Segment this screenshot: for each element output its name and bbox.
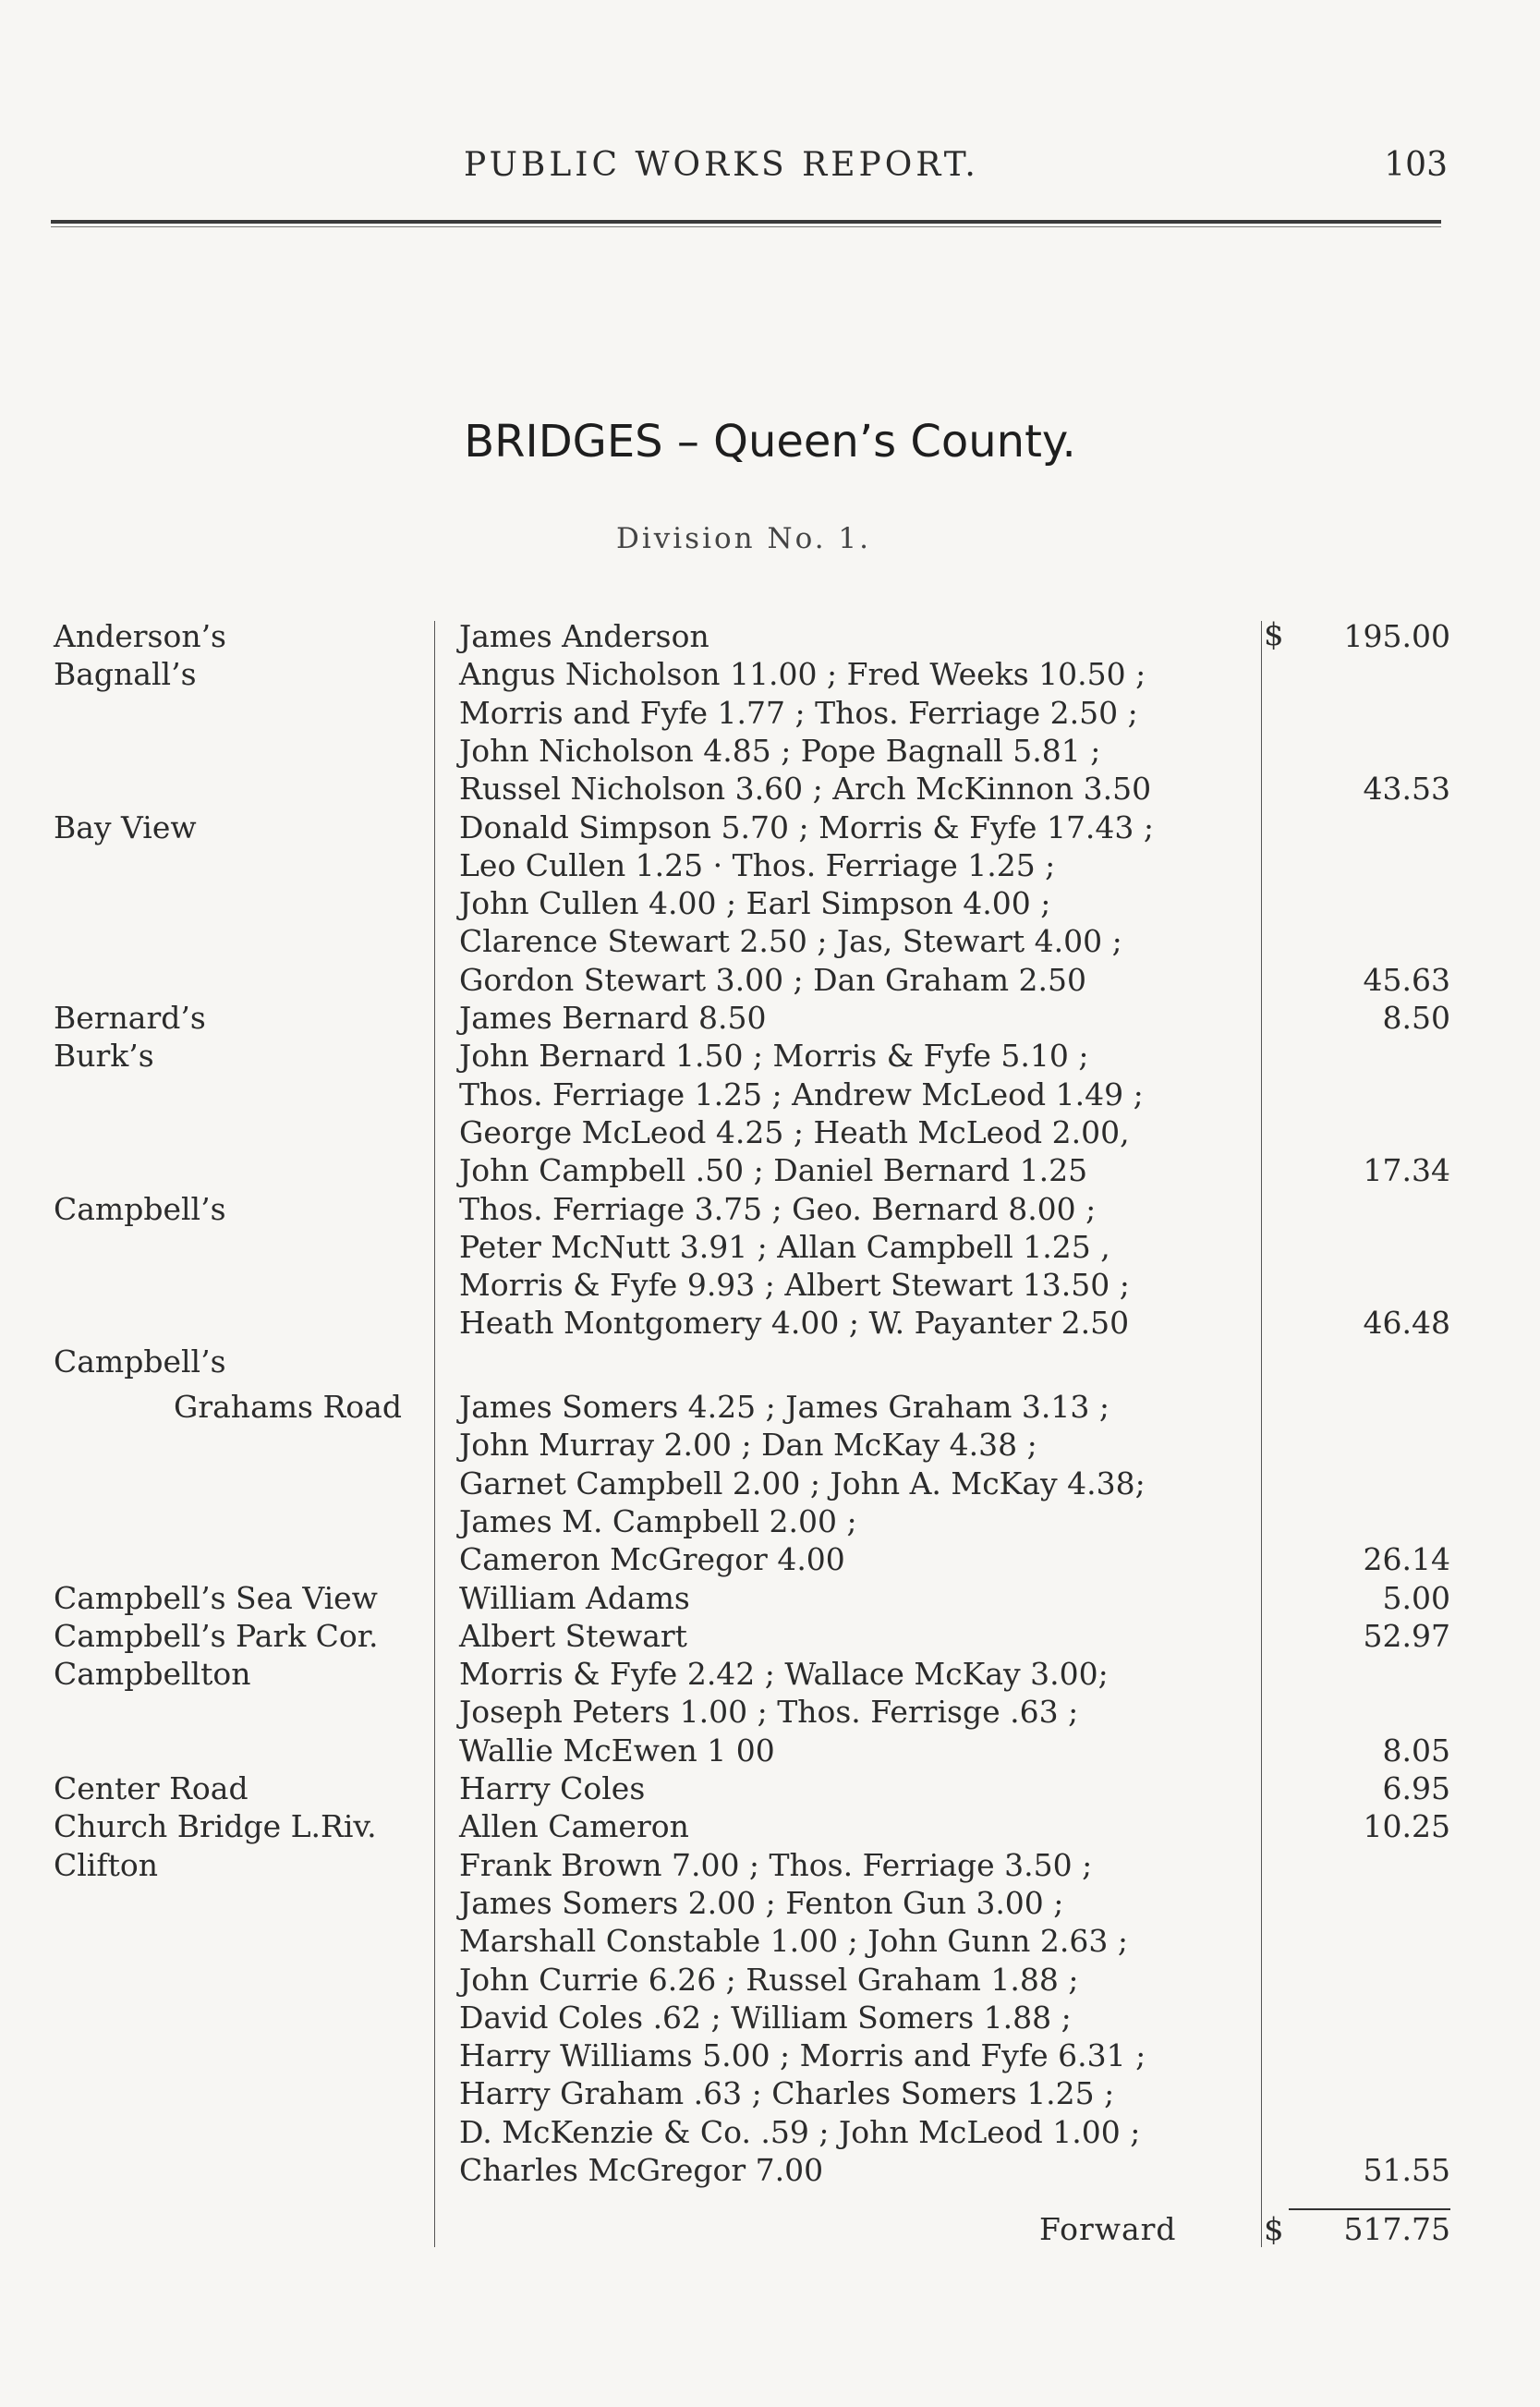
page-number: 103 bbox=[1384, 146, 1448, 184]
table-row bbox=[0, 2074, 1540, 2113]
amount: 195.00 bbox=[1343, 618, 1450, 654]
place-name: Bay View bbox=[54, 809, 197, 845]
place-name bbox=[54, 1228, 423, 1267]
forward-row bbox=[0, 2210, 1540, 2249]
payee-entries: James Somers 2.00 ; Fenton Gun 3.00 ; bbox=[459, 1885, 1064, 1921]
amount bbox=[1289, 1228, 1450, 1267]
place-name bbox=[54, 922, 423, 961]
table-row bbox=[0, 999, 1540, 1038]
payee-entries: Harry Williams 5.00 ; Morris and Fyfe 6.31 ; bbox=[459, 2037, 1146, 2073]
payee-entries: Donald Simpson 5.70 ; Morris & Fyfe 17.43 ; bbox=[459, 809, 1155, 845]
table-row bbox=[0, 1190, 1540, 1229]
place-name bbox=[54, 732, 423, 771]
table-row bbox=[0, 1388, 1540, 1427]
place-name bbox=[54, 1076, 423, 1114]
amount bbox=[1289, 655, 1450, 694]
table-row bbox=[0, 1266, 1540, 1305]
payee-entries bbox=[459, 1343, 1263, 1381]
amount bbox=[1289, 694, 1450, 733]
payee-entries: Harry Graham .63 ; Charles Somers 1.25 ; bbox=[459, 2075, 1115, 2111]
place-name: Campbell’s Park Cor. bbox=[54, 1618, 379, 1654]
running-head bbox=[0, 146, 1540, 192]
place-name: Campbell’s bbox=[54, 1343, 226, 1380]
amount bbox=[1289, 1037, 1450, 1076]
amount: 45.63 bbox=[1363, 962, 1450, 998]
table-row bbox=[0, 1502, 1540, 1541]
amount: 6.95 bbox=[1382, 1770, 1450, 1806]
payee-entries: Marshall Constable 1.00 ; John Gunn 2.63 ; bbox=[459, 1923, 1129, 1959]
place-name bbox=[54, 1502, 423, 1541]
payee-entries: Frank Brown 7.00 ; Thos. Ferriage 3.50 ; bbox=[459, 1847, 1093, 1883]
amount bbox=[1289, 1426, 1450, 1465]
place-name: Grahams Road bbox=[174, 1389, 402, 1425]
amount bbox=[1289, 1465, 1450, 1503]
amount bbox=[1289, 1502, 1450, 1541]
table-row bbox=[0, 922, 1540, 961]
table-row bbox=[0, 884, 1540, 923]
payee-entries: Thos. Ferriage 1.25 ; Andrew McLeod 1.49 ; bbox=[459, 1076, 1144, 1112]
amount bbox=[1289, 1190, 1450, 1229]
place-name: Center Road bbox=[54, 1770, 249, 1806]
table-row bbox=[0, 1922, 1540, 1961]
payee-entries: Gordon Stewart 3.00 ; Dan Graham 2.50 bbox=[459, 962, 1087, 998]
amount bbox=[1289, 1999, 1450, 2037]
table-row bbox=[0, 1693, 1540, 1732]
amount bbox=[1289, 808, 1450, 847]
amount bbox=[1289, 1655, 1450, 1694]
place-name bbox=[54, 2074, 423, 2113]
table-row bbox=[0, 1579, 1540, 1618]
table-row bbox=[0, 732, 1540, 771]
payee-entries: George McLeod 4.25 ; Heath McLeod 2.00, bbox=[459, 1114, 1130, 1150]
amount bbox=[1289, 1922, 1450, 1961]
currency-symbol-bottom: $ bbox=[1264, 2211, 1284, 2248]
payee-entries: Leo Cullen 1.25 · Thos. Ferriage 1.25 ; bbox=[459, 847, 1056, 883]
place-name bbox=[54, 770, 423, 808]
payee-entries: Morris and Fyfe 1.77 ; Thos. Ferriage 2.50 ; bbox=[459, 695, 1138, 731]
place-name bbox=[54, 1999, 423, 2037]
table-row bbox=[0, 2113, 1540, 2152]
table-row bbox=[0, 1655, 1540, 1694]
table-row bbox=[0, 617, 1540, 656]
place-name: Bernard’s bbox=[54, 1000, 206, 1036]
place-name: Campbell’s bbox=[54, 1191, 226, 1227]
place-name bbox=[54, 1151, 423, 1190]
place-name bbox=[54, 1266, 423, 1305]
amount bbox=[1289, 732, 1450, 771]
table-row bbox=[0, 1961, 1540, 2000]
payee-entries: James Somers 4.25 ; James Graham 3.13 ; bbox=[459, 1389, 1110, 1425]
place-name bbox=[54, 1693, 423, 1732]
forward-total: 517.75 bbox=[1343, 2211, 1450, 2247]
place-name bbox=[54, 1113, 423, 1152]
forward-label: Forward bbox=[1039, 2211, 1177, 2247]
amount bbox=[1289, 2036, 1450, 2075]
payee-entries: Harry Coles bbox=[459, 1770, 646, 1806]
payee-entries: Charles McGregor 7.00 bbox=[459, 2152, 824, 2188]
header-rule bbox=[51, 220, 1441, 224]
amount: 43.53 bbox=[1363, 771, 1450, 807]
amount bbox=[1289, 846, 1450, 885]
place-name bbox=[54, 2113, 423, 2152]
place-name bbox=[54, 694, 423, 733]
payee-entries: Heath Montgomery 4.00 ; W. Payanter 2.50 bbox=[459, 1305, 1130, 1341]
amount: 5.00 bbox=[1382, 1580, 1450, 1616]
table-row bbox=[0, 1807, 1540, 1846]
place-name bbox=[54, 1540, 423, 1579]
table-row bbox=[0, 1113, 1540, 1152]
place-name: Clifton bbox=[54, 1847, 158, 1883]
amount bbox=[1289, 1076, 1450, 1114]
amount bbox=[1289, 1961, 1450, 2000]
place-name bbox=[54, 1732, 423, 1770]
amount bbox=[1289, 1884, 1450, 1923]
place-name: Bagnall’s bbox=[54, 656, 197, 692]
amount: 52.97 bbox=[1363, 1618, 1450, 1654]
place-name bbox=[54, 1465, 423, 1503]
place-name bbox=[54, 884, 423, 923]
table-row bbox=[0, 1076, 1540, 1114]
place-name bbox=[54, 1304, 423, 1343]
payee-entries: John Nicholson 4.85 ; Pope Bagnall 5.81 ; bbox=[459, 733, 1101, 769]
table-row bbox=[0, 1465, 1540, 1503]
header-rule-thin bbox=[51, 226, 1441, 227]
amount bbox=[1289, 2074, 1450, 2113]
table-row bbox=[0, 1540, 1540, 1579]
place-name bbox=[54, 1426, 423, 1465]
table-row bbox=[0, 1151, 1540, 1190]
amount bbox=[1289, 1693, 1450, 1732]
table-row bbox=[0, 808, 1540, 847]
payee-entries: John Currie 6.26 ; Russel Graham 1.88 ; bbox=[459, 1962, 1079, 1998]
payee-entries: Thos. Ferriage 3.75 ; Geo. Bernard 8.00 ; bbox=[459, 1191, 1097, 1227]
table-row bbox=[0, 1884, 1540, 1923]
place-name bbox=[54, 1922, 423, 1961]
table-row bbox=[0, 1769, 1540, 1808]
amount bbox=[1289, 2113, 1450, 2152]
place-name bbox=[54, 846, 423, 885]
place-name bbox=[54, 2151, 423, 2190]
place-name bbox=[54, 1884, 423, 1923]
amount bbox=[1289, 884, 1450, 923]
table-row bbox=[0, 2151, 1540, 2190]
table-row bbox=[0, 961, 1540, 1000]
place-name: Burk’s bbox=[54, 1038, 154, 1074]
amount: 26.14 bbox=[1363, 1541, 1450, 1577]
amount bbox=[1289, 922, 1450, 961]
amount: 17.34 bbox=[1363, 1152, 1450, 1188]
amount bbox=[1289, 1388, 1450, 1427]
amount: 8.05 bbox=[1382, 1732, 1450, 1769]
payee-entries: Wallie McEwen 1 00 bbox=[459, 1732, 775, 1769]
table-row bbox=[0, 1037, 1540, 1076]
amount: 10.25 bbox=[1363, 1808, 1450, 1844]
amount: 8.50 bbox=[1382, 1000, 1450, 1036]
payee-entries: Morris & Fyfe 2.42 ; Wallace McKay 3.00; bbox=[459, 1656, 1109, 1692]
amount bbox=[1289, 1343, 1450, 1381]
table-row bbox=[0, 1228, 1540, 1267]
payee-entries: Cameron McGregor 4.00 bbox=[459, 1541, 845, 1577]
amount bbox=[1289, 1846, 1450, 1885]
place-name bbox=[54, 1961, 423, 2000]
payee-entries: Peter McNutt 3.91 ; Allan Campbell 1.25 , bbox=[459, 1229, 1110, 1265]
place-name: Anderson’s bbox=[54, 618, 226, 654]
place-name: Campbell’s Sea View bbox=[54, 1580, 378, 1616]
payee-entries: Garnet Campbell 2.00 ; John A. McKay 4.38; bbox=[459, 1465, 1146, 1501]
amount: 46.48 bbox=[1363, 1305, 1450, 1341]
table-row bbox=[0, 1426, 1540, 1465]
table-row bbox=[0, 1617, 1540, 1656]
payee-entries: David Coles .62 ; William Somers 1.88 ; bbox=[459, 2000, 1072, 2036]
place-name bbox=[54, 961, 423, 1000]
payee-entries: John Bernard 1.50 ; Morris & Fyfe 5.10 ; bbox=[459, 1038, 1089, 1074]
table-row bbox=[0, 1999, 1540, 2037]
place-name bbox=[54, 2036, 423, 2075]
payee-entries: James Anderson bbox=[459, 618, 709, 654]
amount bbox=[1289, 1113, 1450, 1152]
table-row bbox=[0, 2036, 1540, 2075]
payee-entries: Clarence Stewart 2.50 ; Jas, Stewart 4.00 ; bbox=[459, 923, 1122, 959]
division-title: Division No. 1. bbox=[615, 522, 872, 555]
place-name: Church Bridge L.Riv. bbox=[54, 1808, 377, 1844]
currency-symbol-top: $ bbox=[1264, 616, 1284, 653]
table-row bbox=[0, 694, 1540, 733]
place-name: Campbellton bbox=[54, 1656, 251, 1692]
payee-entries: D. McKenzie & Co. .59 ; John McLeod 1.00 ; bbox=[459, 2114, 1141, 2150]
section-title: BRIDGES – Queen’s County. bbox=[464, 416, 1076, 468]
payee-entries: William Adams bbox=[459, 1580, 690, 1616]
table-row bbox=[0, 1846, 1540, 1885]
table-row bbox=[0, 1343, 1540, 1381]
table-row bbox=[0, 1732, 1540, 1770]
table-row bbox=[0, 1304, 1540, 1343]
payee-entries: Russel Nicholson 3.60 ; Arch McKinnon 3.50 bbox=[459, 771, 1152, 807]
payee-entries: Morris & Fyfe 9.93 ; Albert Stewart 13.50 ; bbox=[459, 1267, 1130, 1303]
payee-entries: James M. Campbell 2.00 ; bbox=[459, 1503, 857, 1539]
table-row bbox=[0, 655, 1540, 694]
payee-entries: Angus Nicholson 11.00 ; Fred Weeks 10.50 ; bbox=[459, 656, 1146, 692]
payee-entries: John Murray 2.00 ; Dan McKay 4.38 ; bbox=[459, 1427, 1037, 1463]
payee-entries: Joseph Peters 1.00 ; Thos. Ferrisge .63 ; bbox=[459, 1694, 1079, 1730]
table-row bbox=[0, 846, 1540, 885]
amount bbox=[1289, 1266, 1450, 1305]
payee-entries: Albert Stewart bbox=[459, 1618, 687, 1654]
table-row bbox=[0, 770, 1540, 808]
payee-entries: John Campbell .50 ; Daniel Bernard 1.25 bbox=[459, 1152, 1088, 1188]
payee-entries: John Cullen 4.00 ; Earl Simpson 4.00 ; bbox=[459, 885, 1051, 921]
running-title: PUBLIC WORKS REPORT. bbox=[464, 146, 979, 184]
payee-entries: Allen Cameron bbox=[459, 1808, 689, 1844]
amount: 51.55 bbox=[1363, 2152, 1450, 2188]
payee-entries: James Bernard 8.50 bbox=[459, 1000, 767, 1036]
